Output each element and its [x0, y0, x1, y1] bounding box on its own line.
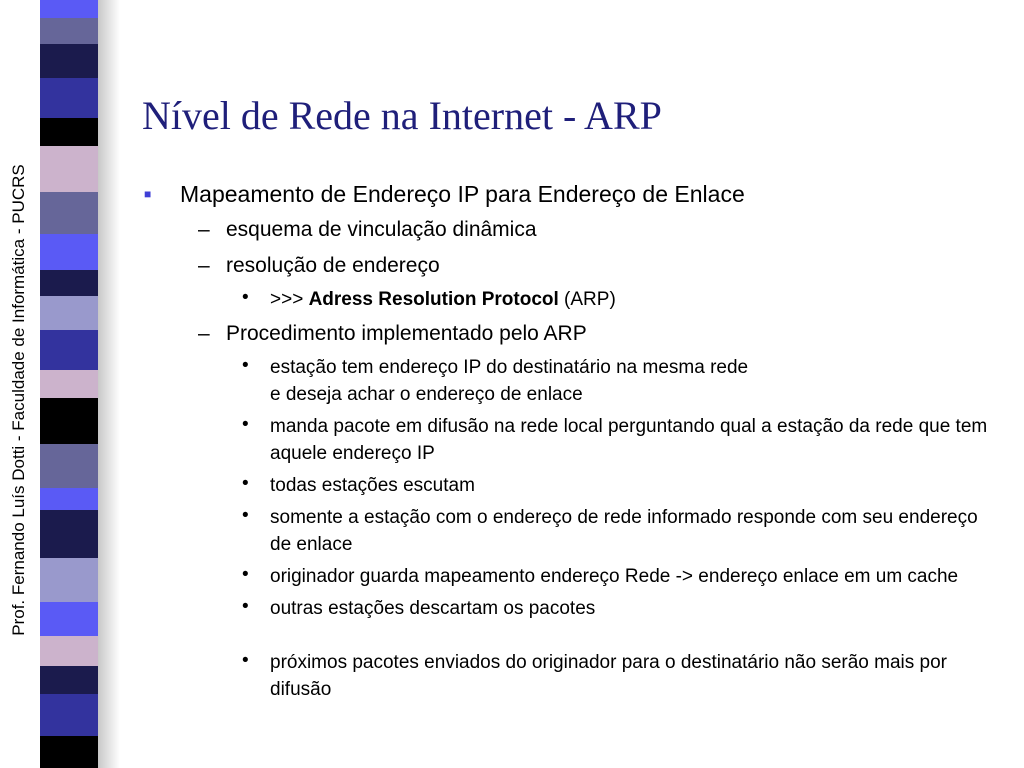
bullet-bold-text: Adress Resolution Protocol — [308, 289, 559, 310]
dot-marker: • — [242, 564, 249, 585]
stripe-segment — [40, 296, 98, 330]
bullet-text: originador guarda mapeamento endereço Rede -> endereço enlace em um cache — [270, 566, 959, 587]
square-bullet-icon: ■ — [144, 187, 152, 201]
bullet-text-line: estação tem endereço IP do destinatário na mesma rede — [270, 357, 749, 378]
stripe-segment — [40, 488, 98, 510]
dash-marker: – — [198, 218, 210, 241]
bullet-suffix: (ARP) — [558, 289, 616, 310]
dot-marker: • — [242, 473, 249, 494]
bullet-text: manda pacote em difusão na rede local perguntando qual a estação da rede que tem aquele endereço IP — [270, 416, 988, 464]
bullet-list — [142, 176, 1002, 706]
dot-marker: • — [242, 414, 249, 435]
slide-title: Nível de Rede na Internet - ARP — [142, 93, 662, 138]
bullet-level3 — [142, 352, 1002, 411]
stripe-segment — [40, 444, 98, 488]
bullet-level2 — [142, 212, 1002, 248]
stripe-segment — [40, 736, 98, 768]
bullet-text: outras estações descartam os pacotes — [270, 598, 596, 619]
bullet-level3 — [142, 502, 1002, 561]
stripe-segment — [40, 330, 98, 370]
bullet-text: todas estações escutam — [270, 475, 475, 496]
stripe-segment — [40, 146, 98, 192]
stripe-segment — [40, 78, 98, 118]
stripe-segment — [40, 44, 98, 78]
bullet-level3 — [142, 593, 1002, 625]
dot-marker: • — [242, 505, 249, 526]
bullet-level3 — [142, 411, 1002, 470]
stripe-segment — [40, 694, 98, 736]
bullet-level3 — [142, 647, 1002, 706]
bullet-text: Procedimento implementado pelo ARP — [226, 322, 587, 345]
stripe-segment — [40, 636, 98, 666]
bullet-level3 — [142, 284, 1002, 316]
bullet-level3 — [142, 470, 1002, 502]
bullet-level1 — [142, 176, 1002, 212]
stripe-segment — [40, 192, 98, 234]
bullet-level2 — [142, 248, 1002, 284]
stripe-segment — [40, 398, 98, 444]
bullet-text: resolução de endereço — [226, 254, 440, 277]
bullet-text: próximos pacotes enviados do originador para o destinatário não serão mais por difusão — [270, 652, 948, 700]
stripe-segment — [40, 234, 98, 270]
dot-marker: • — [242, 596, 249, 617]
stripe-segment — [40, 0, 98, 18]
stripe-segment — [40, 602, 98, 636]
dash-marker: – — [198, 254, 210, 277]
stripe-segment — [40, 370, 98, 398]
stripe-segment — [40, 118, 98, 146]
dash-marker: – — [198, 322, 210, 345]
bullet-text: somente a estação com o endereço de rede informado responde com seu endereço de enlace — [270, 507, 978, 555]
bullet-text: esquema de vinculação dinâmica — [226, 218, 537, 241]
dot-marker: • — [242, 650, 249, 671]
stripe-segment — [40, 558, 98, 602]
decorative-stripe-column — [40, 0, 98, 768]
bullet-prefix: >>> — [270, 289, 309, 310]
stripe-segment — [40, 510, 98, 558]
side-caption-text: Prof. Fernando Luís Dotti - Faculdade de Informática - PUCRS — [9, 164, 28, 636]
stripe-segment — [40, 666, 98, 694]
bullet-text-line: e deseja achar o endereço de enlace — [270, 384, 583, 405]
stripe-segment — [40, 270, 98, 296]
bullet-text: Mapeamento de Endereço IP para Endereço de Enlace — [180, 181, 745, 207]
stripe-segment — [40, 18, 98, 44]
dot-marker: • — [242, 287, 249, 308]
bullet-level3 — [142, 561, 1002, 593]
bullet-level2 — [142, 316, 1002, 352]
spacer — [142, 625, 1002, 647]
dot-marker: • — [242, 355, 249, 376]
stripe-shadow — [98, 0, 120, 768]
